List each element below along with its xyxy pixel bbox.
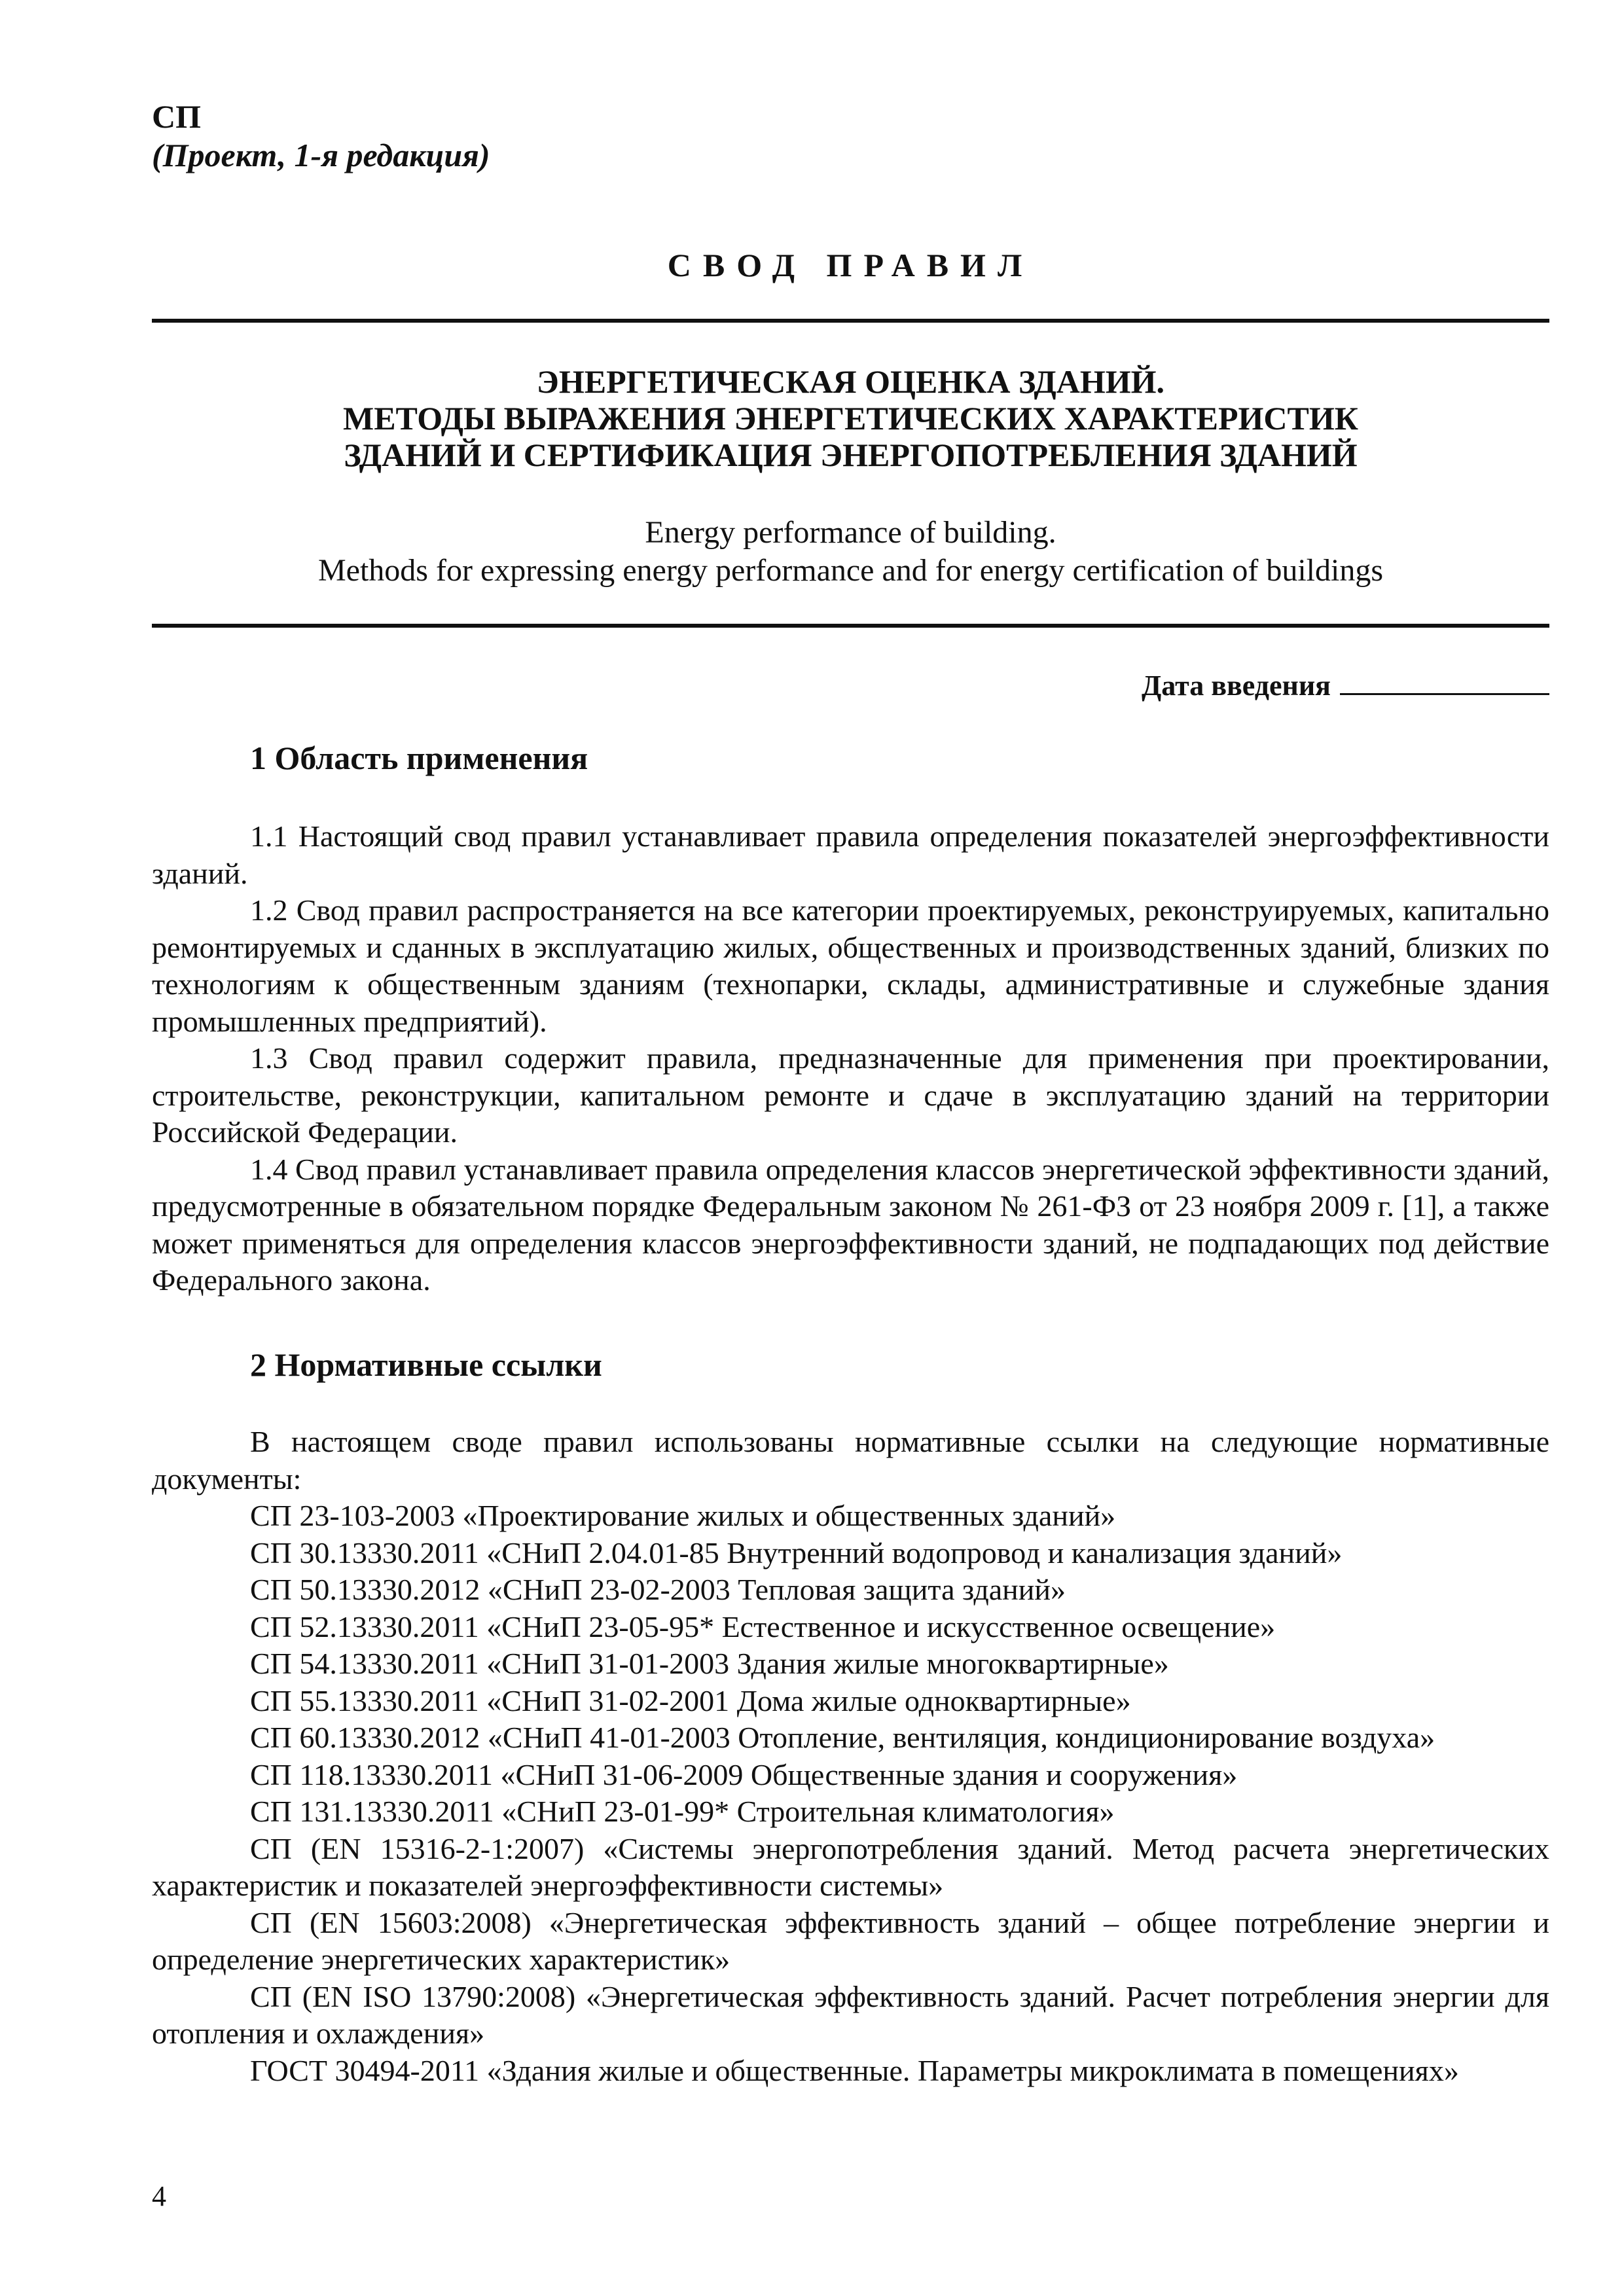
reference-item: СП 52.13330.2011 «СНиП 23-05-95* Естественное и искусственное освещение» — [250, 1609, 1276, 1643]
section-1-heading: 1 Область применения — [250, 740, 588, 776]
paragraph-1-4: 1.4 Свод правил устанавливает правила определения классов энергетической эффективности зданий, предусмотренные в обязательном порядке Федеральным законом № 261-ФЗ от 23 ноября 2009 г. [1], а также может применяться для определения классов энергоэффективности зданий, не подпадающих под действие Федерального закона. — [152, 1152, 1549, 1297]
reference-item: СП 23-103-2003 «Проектирование жилых и общественных зданий» — [250, 1499, 1116, 1532]
section-2-heading: 2 Нормативные ссылки — [250, 1346, 602, 1383]
references-intro: В настоящем своде правил использованы нормативные ссылки на следующие нормативные документы: — [152, 1425, 1549, 1496]
introduction-date — [1142, 664, 1549, 704]
section-1-body — [152, 818, 1549, 1299]
reference-item: ГОСТ 30494-2011 «Здания жилые и общественные. Параметры микроклимата в помещениях» — [250, 2053, 1459, 2087]
english-title-line-1: Energy performance of building. — [645, 515, 1056, 550]
reference-item: СП (EN ISO 13790:2008) «Энергетическая эффективность зданий. Расчет потребления энергии для отопления и охлаждения» — [152, 1979, 1549, 2050]
russian-title-line-1: ЭНЕРГЕТИЧЕСКАЯ ОЦЕНКА ЗДАНИЙ. — [536, 363, 1165, 400]
english-title-line-2: Methods for expressing energy performance and for energy certification of buildings — [317, 553, 1384, 588]
bottom-divider — [152, 624, 1549, 628]
reference-item: СП (EN 15603:2008) «Энергетическая эффективность зданий – общее потребление энергии и определение энергетических характеристик» — [152, 1905, 1549, 1976]
introduction-date-label: Дата введения — [1141, 670, 1331, 702]
reference-item: СП 60.13330.2012 «СНиП 41-01-2003 Отопление, вентиляция, кондиционирование воздуха» — [250, 1721, 1435, 1754]
russian-title — [152, 363, 1549, 473]
introduction-date-blank — [1340, 664, 1549, 695]
document-type: СВОД ПРАВИЛ — [667, 247, 1034, 283]
document-code: СП — [152, 98, 201, 135]
paragraph-1-1: 1.1 Настоящий свод правил устанавливает правила определения показателей энергоэффективности зданий. — [152, 819, 1549, 890]
top-divider — [152, 319, 1549, 323]
paragraph-1-3: 1.3 Свод правил содержит правила, предназначенные для применения при проектировании, строительстве, реконструкции, капитальном ремонте и сдаче в эксплуатацию зданий на территории Российской Федерации. — [152, 1041, 1549, 1149]
page-number: 4 — [152, 2180, 166, 2212]
reference-item: СП 50.13330.2012 «СНиП 23-02-2003 Тепловая защита зданий» — [250, 1573, 1066, 1606]
reference-item: СП 131.13330.2011 «СНиП 23-01-99* Строительная климатология» — [250, 1795, 1115, 1828]
english-title — [152, 514, 1549, 590]
reference-item: СП 118.13330.2011 «СНиП 31-06-2009 Общественные здания и сооружения» — [250, 1757, 1238, 1791]
reference-item: СП 54.13330.2011 «СНиП 31-01-2003 Здания жилые многоквартирные» — [250, 1647, 1169, 1680]
russian-title-line-2: МЕТОДЫ ВЫРАЖЕНИЯ ЭНЕРГЕТИЧЕСКИХ ХАРАКТЕРИСТИК — [343, 400, 1358, 437]
edition-note: (Проект, 1-я редакция) — [152, 137, 490, 173]
paragraph-1-2: 1.2 Свод правил распространяется на все категории проектируемых, реконструируемых, капитально ремонтируемых и сданных в эксплуатацию жилых, общественных и производственных зданий, близких по технологиям к общественным зданиям (технопарки, склады, административные и служебные здания промышленных предприятий). — [152, 893, 1549, 1038]
russian-title-line-3: ЗДАНИЙ И СЕРТИФИКАЦИЯ ЭНЕРГОПОТРЕБЛЕНИЯ ЗДАНИЙ — [344, 437, 1358, 473]
section-2-body — [152, 1424, 1549, 2089]
reference-item: СП 55.13330.2011 «СНиП 31-02-2001 Дома жилые одноквартирные» — [250, 1683, 1131, 1717]
reference-item: СП 30.13330.2011 «СНиП 2.04.01-85 Внутренний водопровод и канализация зданий» — [250, 1535, 1343, 1570]
reference-item: СП (EN 15316-2-1:2007) «Системы энергопотребления зданий. Метод расчета энергетических характеристик и показателей энергоэффективности системы» — [152, 1831, 1549, 1902]
